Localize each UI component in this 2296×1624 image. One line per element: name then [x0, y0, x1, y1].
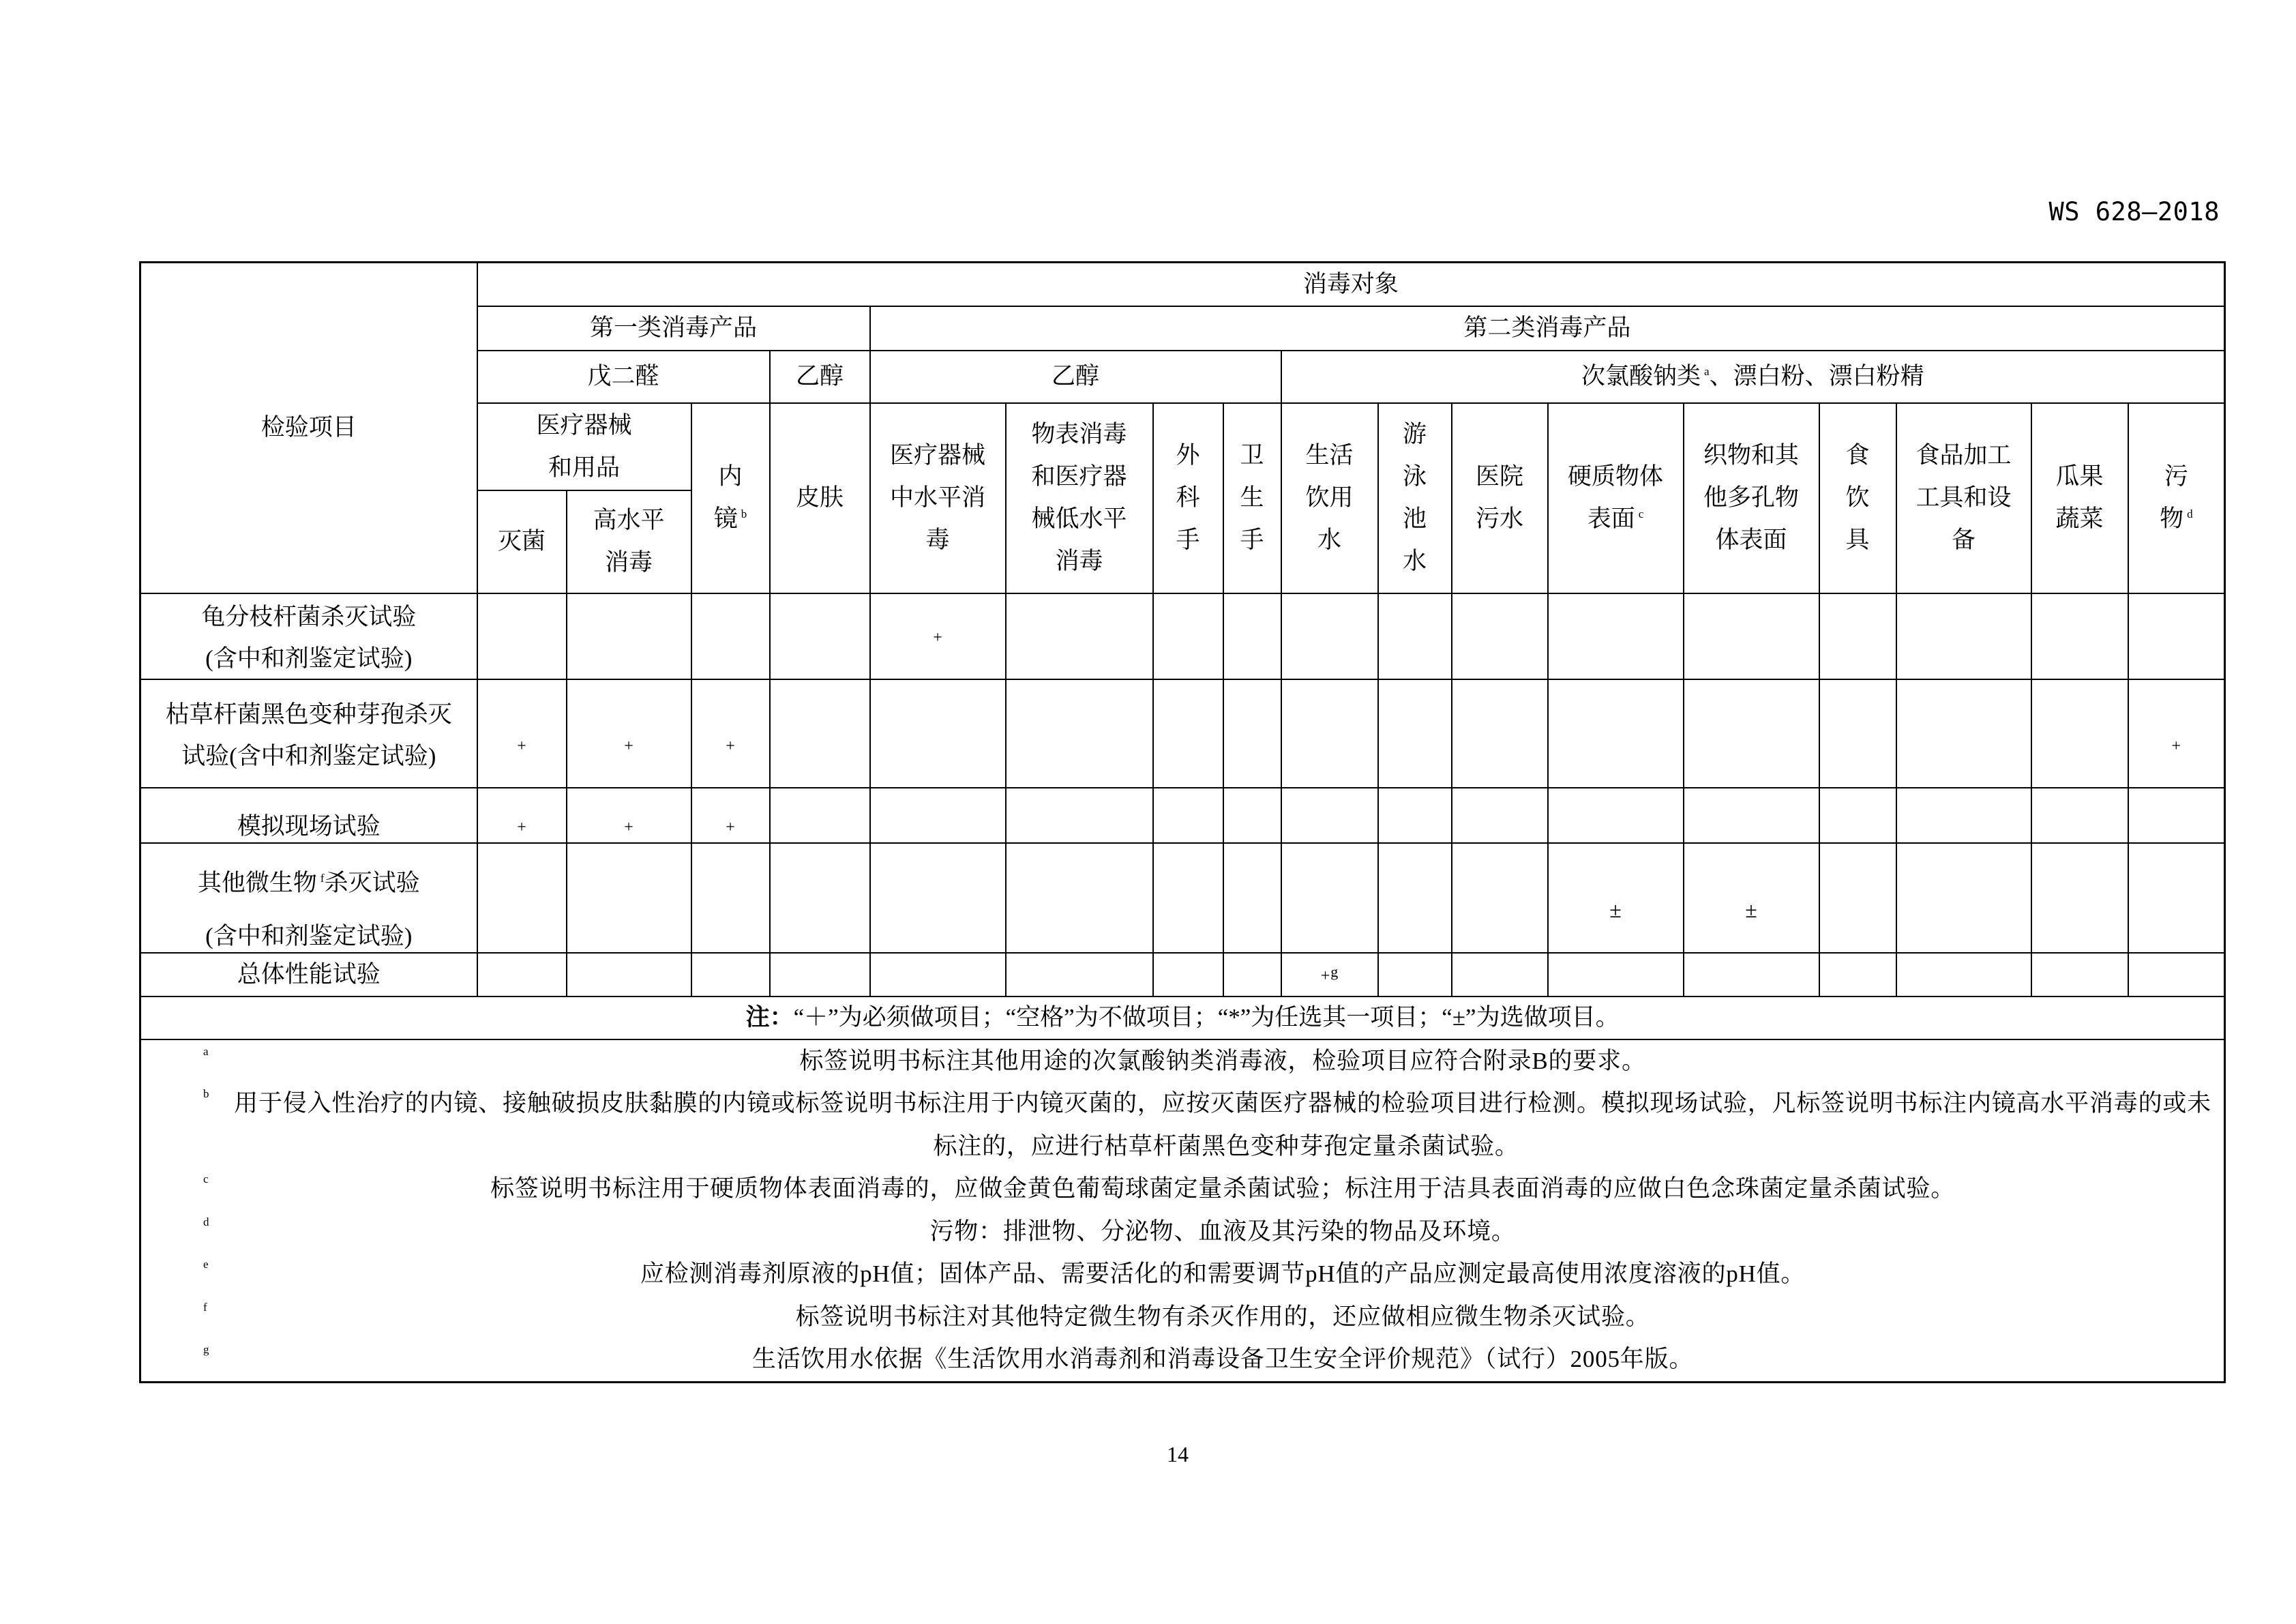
result-cell — [2031, 843, 2128, 953]
result-cell — [1006, 953, 1153, 996]
footnote-f — [141, 1296, 2224, 1339]
footnote-ref-a: a — [1704, 365, 1710, 378]
footnotes — [140, 1039, 2225, 1383]
header-agent-ethanol-2: 乙醇 — [870, 351, 1281, 403]
row-mycobacterium-chelonae — [140, 593, 2225, 679]
result-cell — [2031, 593, 2128, 679]
col-header-contaminants: 污 物 $^d$ — [2128, 403, 2225, 593]
result-cell — [477, 593, 567, 679]
result-cell — [1548, 593, 1684, 679]
result-cell — [870, 843, 1006, 953]
result-cell — [477, 953, 567, 996]
result-cell — [1006, 679, 1153, 788]
col-header-tableware: 食 饮 具 — [1819, 403, 1896, 593]
result-cell — [770, 679, 870, 788]
result-cell — [1153, 788, 1223, 843]
col-header-surgical-hand: 外 科 手 — [1153, 403, 1223, 593]
result-cell — [1378, 953, 1452, 996]
result-cell — [1452, 843, 1548, 953]
footnote-text: 标注的，应进行枯草杆菌黑色变种芽孢定量杀菌试验。 — [933, 1132, 1519, 1160]
result-cell — [1819, 679, 1896, 788]
result-mark: ± — [1609, 898, 1622, 922]
footnote-c — [141, 1168, 2224, 1211]
result-cell — [1452, 953, 1548, 996]
result-cell — [770, 788, 870, 843]
result-cell — [1896, 843, 2031, 953]
footnote-text: 生活饮用水依据《生活饮用水消毒剂和消毒设备卫生安全评价规范》（试行）2005年版。 — [751, 1346, 1694, 1372]
result-cell — [1684, 679, 1819, 788]
result-cell — [2128, 679, 2225, 788]
result-cell — [1153, 843, 1223, 953]
result-cell — [2128, 843, 2225, 953]
result-cell — [1896, 593, 2031, 679]
header-row-target — [140, 263, 2225, 306]
result-cell — [770, 593, 870, 679]
result-cell — [2031, 953, 2128, 996]
result-cell — [1452, 593, 1548, 679]
result-mark: + — [933, 628, 942, 647]
col-header-drinking-water: 生活 饮用 水 — [1281, 403, 1378, 593]
note-text: “＋”为必须做项目；“空格”为不做项目；“*”为任选其一项目；“±”为选做项目。 — [793, 1004, 1620, 1031]
row-label — [140, 593, 477, 679]
row-label — [140, 679, 477, 788]
footnote-text: 标签说明书标注对其他特定微生物有杀灭作用的，还应做相应微生物杀灭试验。 — [795, 1303, 1650, 1330]
note-prefix: 注： — [745, 1004, 794, 1031]
col-header-fruits-vegetables: 瓜果 蔬菜 — [2031, 403, 2128, 593]
header-medical-devices-group: 医疗器械 和用品 — [477, 403, 691, 490]
result-cell — [1378, 843, 1452, 953]
result-cell — [477, 788, 567, 843]
result-cell — [1452, 679, 1548, 788]
row-simulated-field-test — [140, 788, 2225, 843]
result-cell — [567, 593, 691, 679]
row-overall-performance — [140, 953, 2225, 996]
result-cell — [870, 593, 1006, 679]
result-cell — [567, 953, 691, 996]
result-cell — [1153, 953, 1223, 996]
result-cell — [1896, 953, 2031, 996]
result-cell — [1223, 679, 1281, 788]
result-cell — [567, 843, 691, 953]
result-cell — [1896, 788, 2031, 843]
result-cell — [1896, 679, 2031, 788]
result-cell — [1819, 593, 1896, 679]
col-header-hospital-sewage: 医院 污水 — [1452, 403, 1548, 593]
footnote-ref-d: d — [2187, 507, 2193, 520]
footnote-marker: d — [203, 1215, 209, 1228]
footnote-ref-f: f — [320, 872, 325, 885]
result-mark: + — [624, 737, 633, 755]
page-number: 14 — [1167, 1442, 1189, 1466]
result-mark: + — [517, 737, 526, 755]
row-label — [140, 953, 477, 996]
row-label-line: 总体性能试验 — [237, 960, 381, 988]
row-label — [140, 843, 477, 953]
result-cell — [1006, 788, 1153, 843]
footnote-a — [141, 1040, 2224, 1083]
col-header-swimming-pool-water: 游 泳 池 水 — [1378, 403, 1452, 593]
result-cell — [567, 788, 691, 843]
col-header-skin: 皮肤 — [770, 403, 870, 593]
col-header-device-intermediate-level: 医疗器械 中水平消 毒 — [870, 403, 1006, 593]
result-mark: + — [517, 818, 526, 836]
legend-note — [140, 996, 2225, 1039]
result-cell — [870, 953, 1006, 996]
result-cell — [2031, 679, 2128, 788]
footnote-ref-c: c — [1638, 507, 1644, 520]
result-cell — [477, 843, 567, 953]
result-cell — [2128, 788, 2225, 843]
result-cell — [1153, 593, 1223, 679]
footnote-ref-b: b — [741, 507, 747, 520]
result-mark: + — [1320, 966, 1330, 985]
result-cell — [1378, 593, 1452, 679]
result-cell — [1223, 593, 1281, 679]
header-agent-hypochlorite: 次氯酸钠类 $^a$、漂白粉、漂白粉精 — [1281, 351, 2225, 403]
footnote-marker: f — [203, 1300, 207, 1314]
col-header-high-level-disinfection: 高水平 消毒 — [567, 490, 691, 593]
row-label-line: (含中和剂鉴定试验) — [205, 645, 413, 672]
result-cell — [2031, 788, 2128, 843]
col-header-endoscope: 内 镜 $^b$ — [691, 403, 770, 593]
result-cell — [770, 843, 870, 953]
result-cell — [1548, 679, 1684, 788]
col-header-fabric-porous-surface: 织物和其 他多孔物 体表面 — [1684, 403, 1819, 593]
footnote-ref-g: g — [1330, 962, 1339, 980]
row-other-microorganisms — [140, 843, 2225, 953]
result-cell — [1684, 788, 1819, 843]
footnote-marker: a — [203, 1044, 209, 1058]
result-cell — [2128, 593, 2225, 679]
result-cell — [1281, 843, 1378, 953]
result-cell — [1684, 593, 1819, 679]
footnote-text: 用于侵入性治疗的内镜、接触破损皮肤黏膜的内镜或标签说明书标注用于内镜灭菌的，应按灭菌医疗器械的检验项目进行检测。模拟现场试验，凡标签说明书标注内镜高水平消毒的或未 — [234, 1090, 2211, 1117]
result-cell — [1819, 843, 1896, 953]
result-cell — [770, 953, 870, 996]
col-header-food-processing-equipment: 食品加工 工具和设 备 — [1896, 403, 2031, 593]
row-label-line: 枯草杆菌黑色变种芽孢杀灭 — [165, 701, 452, 728]
result-cell — [2128, 953, 2225, 996]
result-cell — [1819, 953, 1896, 996]
result-cell — [691, 953, 770, 996]
col-header-surface-device-low-level: 物表消毒 和医疗器 械低水平 消毒 — [1006, 403, 1153, 593]
footnote-marker: b — [203, 1087, 209, 1100]
result-cell — [1684, 953, 1819, 996]
footnote-text: 标签说明书标注用于硬质物体表面消毒的，应做金黄色葡萄球菌定量杀菌试验；标注用于洁具表面消毒的应做白色念珠菌定量杀菌试验。 — [490, 1175, 1956, 1202]
header-category-1: 第一类消毒产品 — [477, 306, 870, 351]
result-cell — [870, 679, 1006, 788]
result-cell — [1548, 788, 1684, 843]
header-agent-ethanol-1: 乙醇 — [770, 351, 870, 403]
footnotes-row — [140, 1039, 2225, 1383]
result-cell — [1281, 953, 1378, 996]
result-cell — [1819, 788, 1896, 843]
footnote-d — [141, 1211, 2224, 1254]
header-inspection-item: 检验项目 — [140, 263, 477, 593]
footnote-b — [141, 1082, 2224, 1168]
row-label-line: 龟分枝杆菌杀灭试验 — [201, 603, 417, 630]
result-cell — [1378, 679, 1452, 788]
footnote-text: 应检测消毒剂原液的pH值；固体产品、需要活化的和需要调节pH值的产品应测定最高使用浓度溶液的pH值。 — [640, 1260, 1806, 1287]
result-cell — [1223, 953, 1281, 996]
result-cell — [567, 679, 691, 788]
result-mark: + — [726, 737, 735, 755]
footnote-text: 标签说明书标注其他用途的次氯酸钠类消毒液，检验项目应符合附录B的要求。 — [799, 1047, 1646, 1074]
document-code: WS 628—2018 — [2048, 197, 2220, 226]
row-label-line: (含中和剂鉴定试验) — [205, 923, 413, 949]
result-mark: + — [726, 818, 735, 836]
result-cell — [1223, 843, 1281, 953]
result-cell — [1378, 788, 1452, 843]
header-agent-glutaraldehyde: 戊二醛 — [477, 351, 770, 403]
result-cell — [1452, 788, 1548, 843]
footnote-marker: g — [203, 1343, 209, 1356]
result-cell — [1223, 788, 1281, 843]
result-cell — [691, 843, 770, 953]
header-category-2: 第二类消毒产品 — [870, 306, 2225, 351]
result-mark: + — [624, 818, 633, 836]
result-cell — [1006, 843, 1153, 953]
result-cell — [1548, 953, 1684, 996]
note-row — [140, 996, 2225, 1039]
result-cell — [1281, 593, 1378, 679]
row-label-line: 模拟现场试验 — [237, 812, 381, 840]
row-label — [140, 788, 477, 843]
result-cell — [1153, 679, 1223, 788]
result-cell — [1006, 593, 1153, 679]
footnote-marker: c — [203, 1172, 209, 1185]
col-header-hygienic-hand: 卫 生 手 — [1223, 403, 1281, 593]
result-cell — [691, 679, 770, 788]
footnote-e — [141, 1253, 2224, 1296]
col-header-hard-surface: 硬质物体 表面 $^c$ — [1548, 403, 1684, 593]
footnote-marker: e — [203, 1258, 209, 1271]
result-mark: + — [2171, 737, 2181, 755]
result-cell — [691, 593, 770, 679]
result-cell — [691, 788, 770, 843]
footnote-text: 污物：排泄物、分泌物、血液及其污染的物品及环境。 — [929, 1217, 1516, 1245]
header-disinfection-target: 消毒对象 — [477, 263, 2225, 306]
result-cell — [1548, 843, 1684, 953]
result-cell — [477, 679, 567, 788]
result-cell — [870, 788, 1006, 843]
result-cell — [1281, 679, 1378, 788]
result-cell — [1684, 843, 1819, 953]
footnote-g — [141, 1338, 2224, 1381]
result-mark: ± — [1745, 898, 1757, 922]
col-header-sterilization: 灭菌 — [477, 490, 567, 593]
row-label-line: 其他微生物 $^f$杀灭试验 — [197, 870, 420, 896]
result-cell — [1281, 788, 1378, 843]
inspection-items-table — [139, 261, 2226, 1383]
row-bacillus-subtilis-spores — [140, 679, 2225, 788]
row-label-line: 试验(含中和剂鉴定试验) — [181, 743, 436, 769]
